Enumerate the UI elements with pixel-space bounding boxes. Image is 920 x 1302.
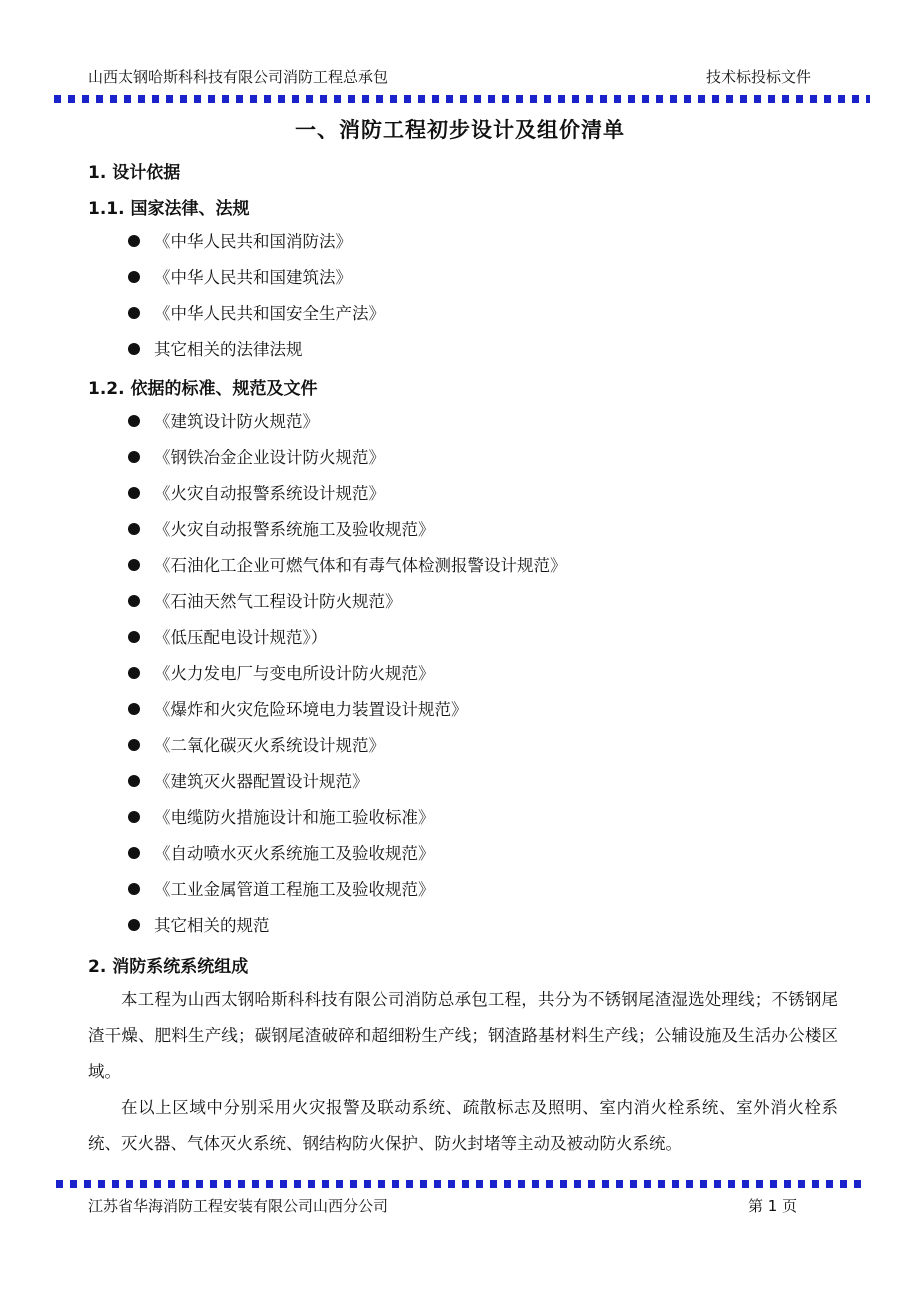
list-item: 《工业金属管道工程施工及验收规范》 [128, 878, 435, 902]
list-item: 《电缆防火措施设计和施工验收标准》 [128, 806, 435, 830]
bullet-icon [128, 487, 140, 499]
footer-divider [56, 1180, 862, 1188]
list-item: 《低压配电设计规范》） [128, 626, 327, 650]
bullet-icon [128, 235, 140, 247]
list-item: 《石油化工企业可燃气体和有毒气体检测报警设计规范》 [128, 554, 567, 578]
paragraph: 在以上区域中分别采用火灾报警及联动系统、疏散标志及照明、室内消火栓系统、室外消火栓系统、灭火器、气体灭火系统、钢结构防火保护、防火封堵等主动及被动防火系统。 [88, 1098, 838, 1153]
bullet-icon [128, 883, 140, 895]
bullet-icon [128, 307, 140, 319]
bullet-icon [128, 739, 140, 751]
list-item: 《中华人民共和国消防法》 [128, 230, 352, 254]
page-number: 第 1 页 [748, 1197, 798, 1215]
bullet-icon [128, 631, 140, 643]
bullet-icon [128, 523, 140, 535]
list-item: 《建筑设计防火规范》 [128, 410, 319, 434]
list-item: 《爆炸和火灾危险环境电力装置设计规范》 [128, 698, 468, 722]
list-item: 《火灾自动报警系统施工及验收规范》 [128, 518, 435, 542]
bullet-icon [128, 703, 140, 715]
bullet-icon [128, 667, 140, 679]
list-item: 《中华人民共和国建筑法》 [128, 266, 352, 290]
bullet-icon [128, 811, 140, 823]
footer-company: 江苏省华海消防工程安装有限公司山西分公司 [88, 1197, 389, 1215]
section-1-1-heading: 1.1. 国家法律、法规 [88, 199, 250, 219]
section-1-heading: 1. 设计依据 [88, 163, 181, 183]
paragraph: 本工程为山西太钢哈斯科科技有限公司消防总承包工程，共分为不锈钢尾渣湿选处理线；不锈钢尾渣干燥、肥料生产线；碳钢尾渣破碎和超细粉生产线；钢渣路基材料生产线；公辅设施及生活办公楼区域。 [88, 990, 838, 1081]
section-2-heading: 2. 消防系统系统组成 [88, 957, 249, 977]
header-company: 山西太钢哈斯科科技有限公司消防工程总承包 [88, 68, 389, 86]
bullet-icon [128, 919, 140, 931]
bullet-icon [128, 415, 140, 427]
list-item: 其它相关的规范 [128, 914, 270, 938]
header-divider [54, 95, 870, 103]
body-text [88, 982, 838, 1162]
bullet-icon [128, 559, 140, 571]
page-title: 一、消防工程初步设计及组价清单 [295, 117, 625, 142]
list-item: 《火灾自动报警系统设计规范》 [128, 482, 385, 506]
bullet-icon [128, 271, 140, 283]
header-doc-type: 技术标投标文件 [706, 68, 812, 86]
list-item: 《二氧化碳灭火系统设计规范》 [128, 734, 385, 758]
bullet-icon [128, 775, 140, 787]
list-item: 其它相关的法律法规 [128, 338, 303, 362]
section-1-2-heading: 1.2. 依据的标准、规范及文件 [88, 379, 318, 399]
list-item: 《建筑灭火器配置设计规范》 [128, 770, 369, 794]
list-item: 《石油天然气工程设计防火规范》 [128, 590, 402, 614]
list-item: 《中华人民共和国安全生产法》 [128, 302, 385, 326]
bullet-icon [128, 343, 140, 355]
list-item: 《自动喷水灭火系统施工及验收规范》 [128, 842, 435, 866]
bullet-icon [128, 451, 140, 463]
bullet-icon [128, 595, 140, 607]
list-item: 《火力发电厂与变电所设计防火规范》 [128, 662, 435, 686]
bullet-icon [128, 847, 140, 859]
list-item: 《钢铁冶金企业设计防火规范》 [128, 446, 385, 470]
